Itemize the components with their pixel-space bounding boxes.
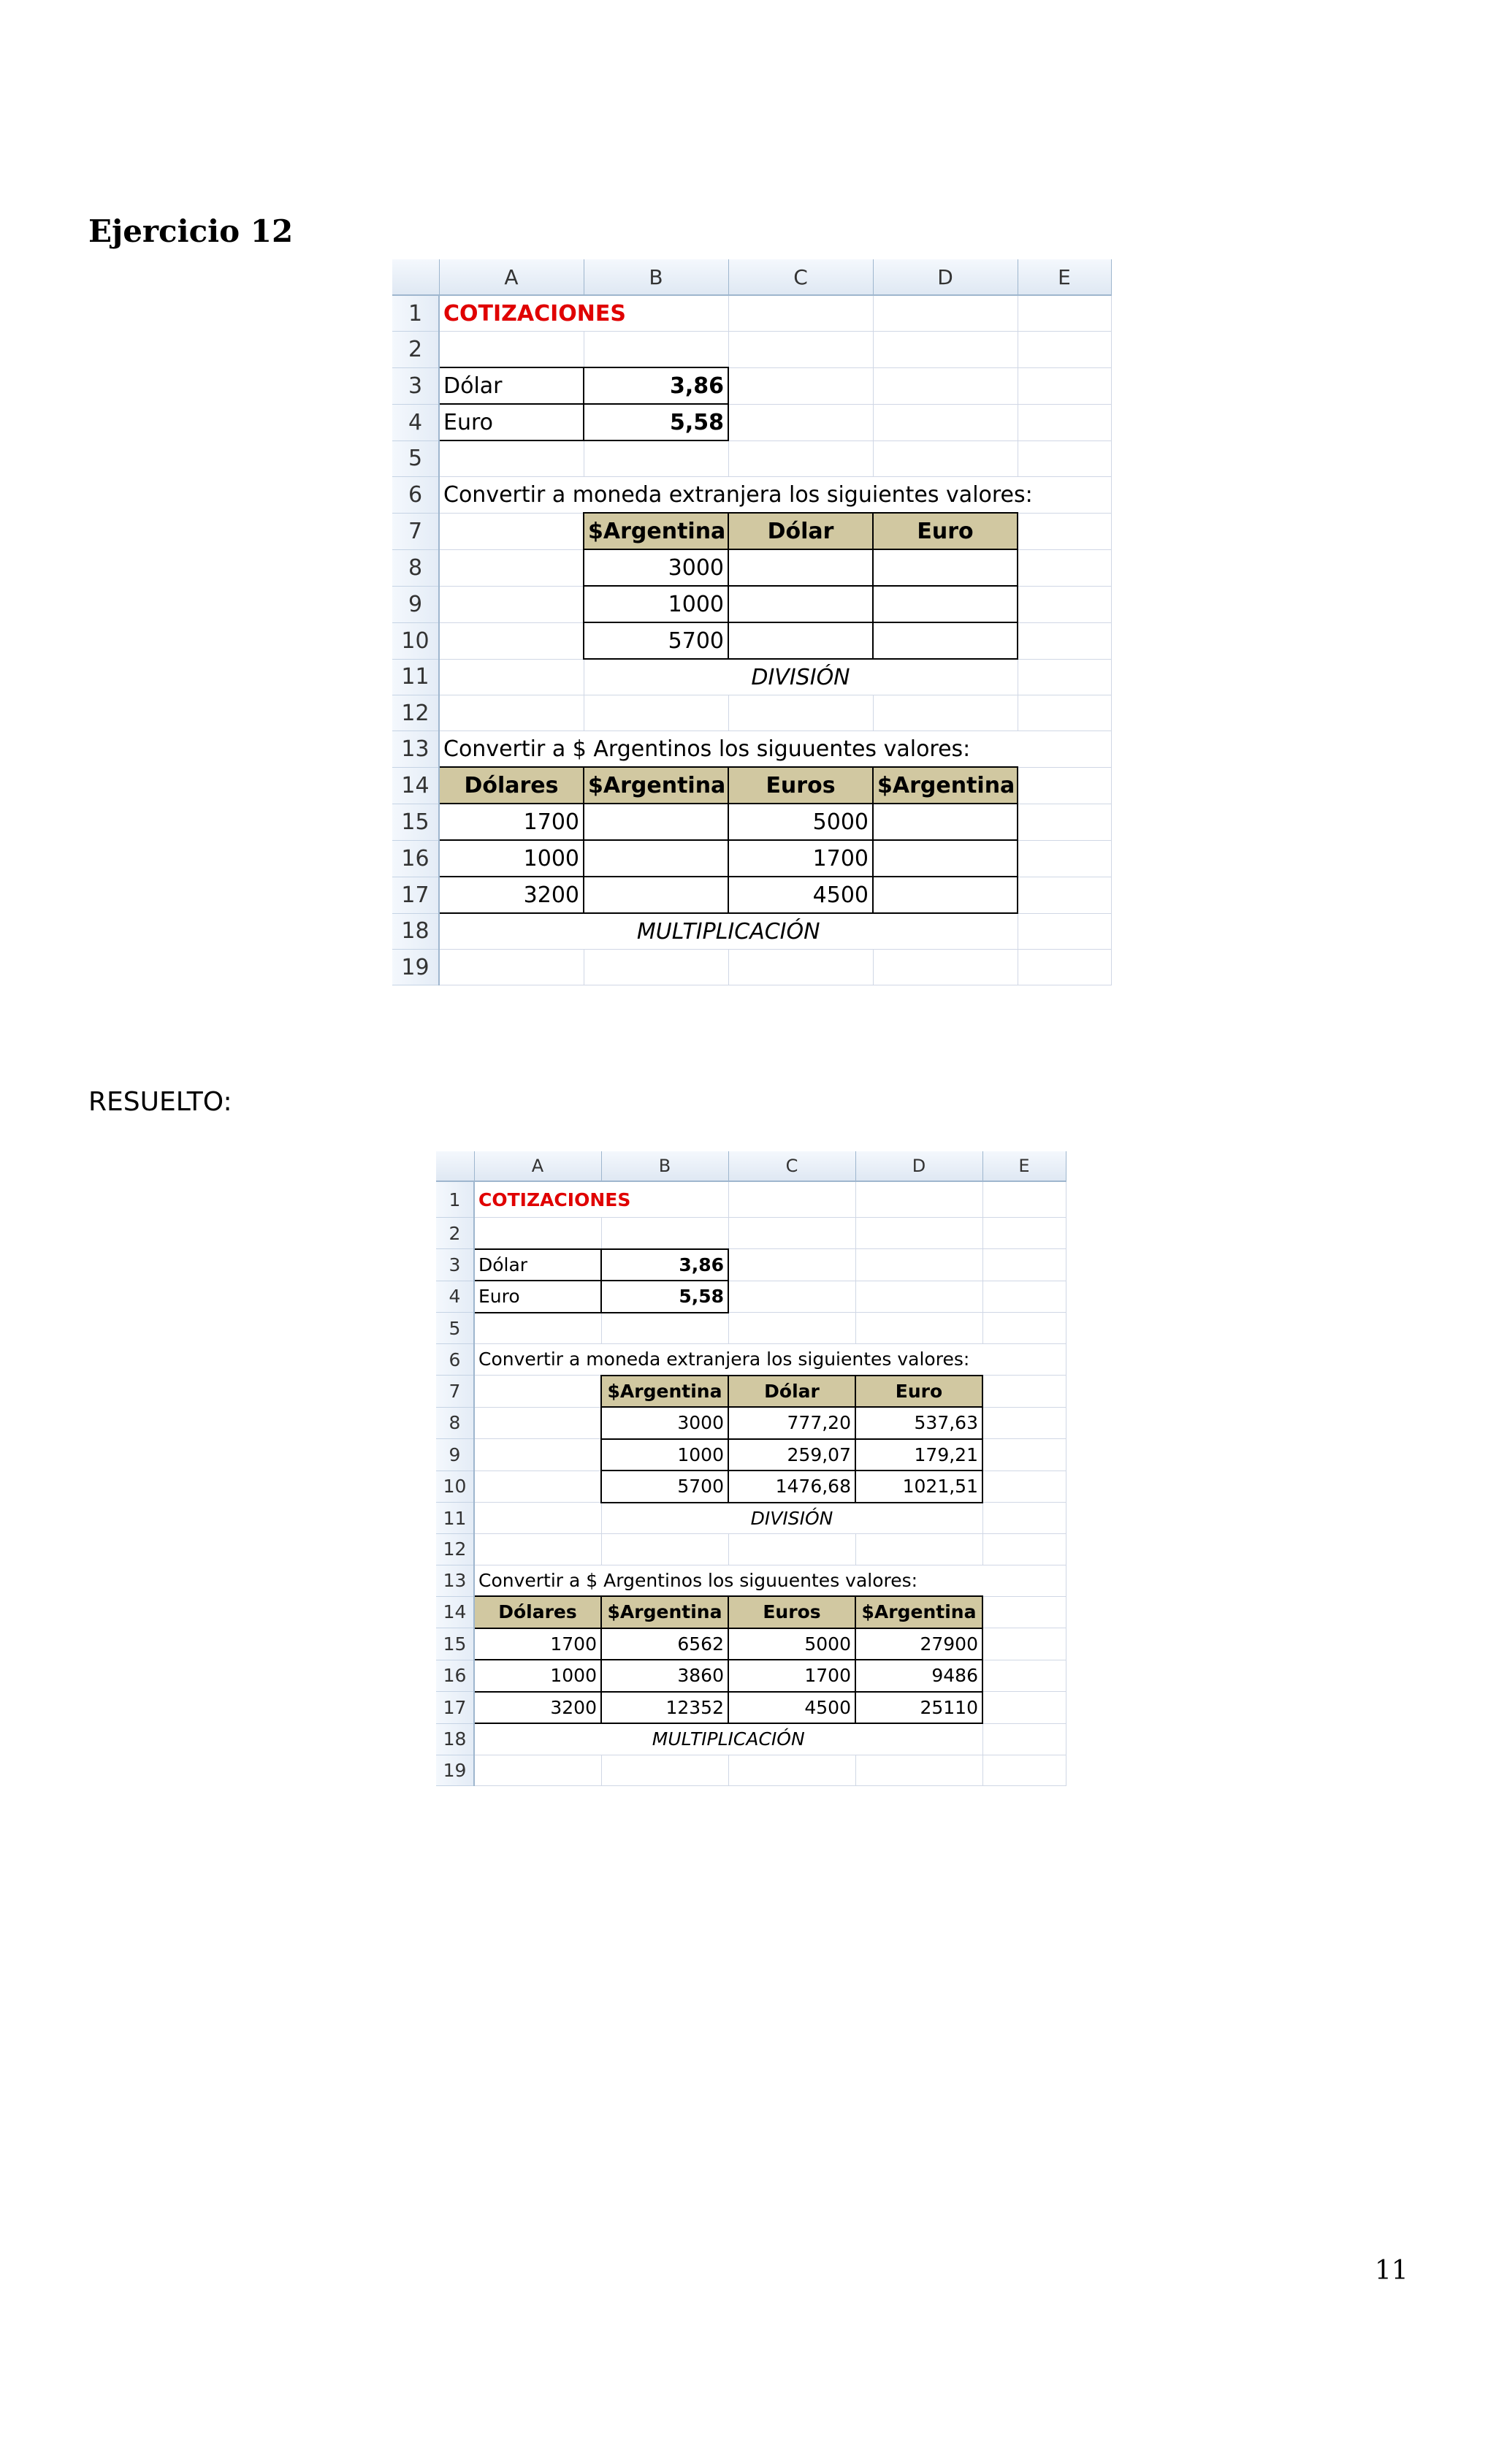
cell[interactable]	[1018, 367, 1111, 404]
section-instruction-2[interactable]: Convertir a $ Argentinos los siguuentes valores:	[474, 1565, 1066, 1596]
cell[interactable]	[982, 1692, 1066, 1724]
row-header[interactable]: 8	[392, 549, 439, 586]
cell[interactable]	[1018, 659, 1111, 695]
cell[interactable]	[728, 1249, 855, 1281]
cell[interactable]	[855, 1181, 982, 1218]
rate-value-dolar[interactable]: 3,86	[601, 1249, 728, 1281]
table2-pesos-cell[interactable]	[584, 840, 728, 877]
table1-pesos-cell[interactable]: 1000	[584, 586, 728, 622]
cell[interactable]	[982, 1471, 1066, 1503]
multiplicacion-label[interactable]: MULTIPLICACIÓN	[439, 913, 1018, 950]
cell[interactable]	[474, 1376, 601, 1408]
row-header[interactable]: 16	[436, 1660, 474, 1692]
row-header[interactable]: 13	[392, 731, 439, 768]
exercise-heading: Ejercicio 12	[88, 213, 294, 249]
row-header[interactable]: 6	[392, 477, 439, 514]
cell[interactable]	[728, 295, 873, 332]
row-header[interactable]: 6	[436, 1344, 474, 1376]
column-header-a[interactable]: A	[439, 259, 584, 295]
page-number: 11	[1375, 2256, 1408, 2286]
exercise-grid	[392, 259, 1112, 985]
row-header[interactable]: 5	[436, 1313, 474, 1344]
table1-header-euro[interactable]: Euro	[855, 1376, 982, 1408]
cell[interactable]	[1018, 549, 1111, 586]
row-header[interactable]: 5	[392, 440, 439, 477]
table2-header-euros[interactable]: Euros	[728, 1596, 855, 1628]
column-header-e[interactable]: E	[1018, 259, 1111, 295]
row-header[interactable]: 7	[436, 1376, 474, 1408]
cell[interactable]	[728, 1181, 855, 1218]
row-header[interactable]: 12	[392, 695, 439, 731]
cell[interactable]	[873, 367, 1018, 404]
rate-label-euro[interactable]: Euro	[439, 404, 584, 440]
column-header-e[interactable]: E	[982, 1151, 1066, 1181]
cell[interactable]	[855, 1249, 982, 1281]
cell[interactable]	[728, 695, 873, 731]
cell[interactable]	[873, 332, 1018, 368]
table2-euros-cell[interactable]: 5000	[728, 804, 873, 840]
row-header[interactable]: 12	[436, 1534, 474, 1565]
table1-header-dolar[interactable]: Dólar	[728, 1376, 855, 1408]
select-all-corner[interactable]	[392, 259, 439, 295]
row-header[interactable]: 16	[392, 840, 439, 877]
table2-euros-cell[interactable]: 4500	[728, 877, 873, 913]
resuelto-label: RESUELTO:	[88, 1087, 232, 1117]
row-header[interactable]: 8	[436, 1407, 474, 1439]
table2-pesos-cell[interactable]	[584, 804, 728, 840]
cell[interactable]	[474, 1471, 601, 1503]
table2-pesos-cell[interactable]: 9486	[855, 1660, 982, 1692]
column-header-a[interactable]: A	[474, 1151, 601, 1181]
cell[interactable]	[728, 950, 873, 985]
cell[interactable]	[982, 1376, 1066, 1408]
cell[interactable]	[982, 1181, 1066, 1218]
table2-euros-cell[interactable]: 1700	[728, 840, 873, 877]
cell[interactable]	[982, 1313, 1066, 1344]
cell[interactable]	[1018, 295, 1111, 332]
sheet-title[interactable]: COTIZACIONES	[439, 295, 584, 332]
table1-euro-cell[interactable]: 179,21	[855, 1439, 982, 1471]
table2-euros-cell[interactable]: 5000	[728, 1628, 855, 1660]
cell[interactable]	[1018, 513, 1111, 549]
cell[interactable]	[474, 1313, 601, 1344]
cell[interactable]	[728, 1755, 855, 1786]
cell[interactable]	[873, 295, 1018, 332]
cell[interactable]	[1018, 767, 1111, 804]
rate-label-dolar[interactable]: Dólar	[439, 367, 584, 404]
table2-pesos-cell[interactable]: 27900	[855, 1628, 982, 1660]
cell[interactable]	[439, 440, 584, 477]
table2-euros-cell[interactable]: 4500	[728, 1692, 855, 1724]
table1-dolar-cell[interactable]	[728, 622, 873, 659]
table2-header-dolares[interactable]: Dólares	[474, 1596, 601, 1628]
cell[interactable]	[855, 1281, 982, 1313]
cell[interactable]	[1018, 332, 1111, 368]
cell[interactable]	[584, 695, 728, 731]
cell[interactable]	[1018, 695, 1111, 731]
cell[interactable]	[1018, 804, 1111, 840]
row-header[interactable]: 13	[436, 1565, 474, 1596]
table1-euro-cell[interactable]: 1021,51	[855, 1471, 982, 1503]
table2-dolares-cell[interactable]: 1700	[474, 1628, 601, 1660]
cell[interactable]	[1018, 622, 1111, 659]
cell[interactable]	[474, 1534, 601, 1565]
cell[interactable]	[982, 1503, 1066, 1534]
rate-value-dolar[interactable]: 3,86	[584, 367, 728, 404]
table1-pesos-cell[interactable]: 3000	[601, 1407, 728, 1439]
cell[interactable]	[584, 332, 728, 368]
row-header[interactable]: 1	[392, 295, 439, 332]
cell[interactable]	[982, 1218, 1066, 1249]
cell[interactable]	[855, 1218, 982, 1249]
cell[interactable]	[474, 1407, 601, 1439]
row-header[interactable]: 14	[436, 1596, 474, 1628]
table2-pesos-cell[interactable]	[873, 840, 1018, 877]
cell[interactable]	[1018, 840, 1111, 877]
cell[interactable]	[873, 695, 1018, 731]
table1-dolar-cell[interactable]	[728, 549, 873, 586]
table2-dolares-cell[interactable]: 1000	[439, 840, 584, 877]
cell[interactable]	[728, 367, 873, 404]
row-header[interactable]: 4	[392, 404, 439, 440]
cell[interactable]	[728, 440, 873, 477]
section-instruction-1[interactable]: Convertir a moneda extranjera los siguientes valores:	[474, 1344, 1066, 1376]
column-header-b[interactable]: B	[584, 259, 728, 295]
cell[interactable]	[439, 513, 584, 549]
cell[interactable]	[439, 549, 584, 586]
cell[interactable]	[474, 1218, 601, 1249]
section-instruction-2[interactable]: Convertir a $ Argentinos los siguuentes valores:	[439, 731, 1111, 768]
cell[interactable]	[1018, 404, 1111, 440]
cell[interactable]	[439, 332, 584, 368]
table2-pesos-cell[interactable]	[584, 877, 728, 913]
cell[interactable]	[1018, 877, 1111, 913]
cell[interactable]	[982, 1281, 1066, 1313]
column-header-d[interactable]: D	[873, 259, 1018, 295]
cell[interactable]	[982, 1439, 1066, 1471]
cell[interactable]	[873, 950, 1018, 985]
row-header[interactable]: 11	[392, 659, 439, 695]
cell[interactable]	[474, 1439, 601, 1471]
column-header-c[interactable]: C	[728, 259, 873, 295]
row-header[interactable]: 11	[436, 1503, 474, 1534]
table2-pesos-cell[interactable]: 6562	[601, 1628, 728, 1660]
cell[interactable]	[439, 950, 584, 985]
table2-header-euros[interactable]: Euros	[728, 767, 873, 804]
cell[interactable]	[601, 1534, 728, 1565]
cell[interactable]	[982, 1628, 1066, 1660]
table1-euro-cell[interactable]	[873, 622, 1018, 659]
row-header[interactable]: 15	[436, 1628, 474, 1660]
table2-dolares-cell[interactable]: 3200	[474, 1692, 601, 1724]
table2-header-argentina[interactable]: $Argentina	[873, 767, 1018, 804]
cell[interactable]	[728, 1281, 855, 1313]
row-header[interactable]: 10	[392, 622, 439, 659]
cell[interactable]	[439, 659, 584, 695]
cell[interactable]	[873, 404, 1018, 440]
row-header[interactable]: 7	[392, 513, 439, 549]
table2-pesos-cell[interactable]	[873, 877, 1018, 913]
row-header[interactable]: 3	[392, 367, 439, 404]
rate-label-dolar[interactable]: Dólar	[474, 1249, 601, 1281]
table1-header-argentina[interactable]: $Argentina	[601, 1376, 728, 1408]
cell[interactable]	[601, 1218, 728, 1249]
row-header[interactable]: 15	[392, 804, 439, 840]
cell[interactable]	[982, 1407, 1066, 1439]
row-header[interactable]: 2	[436, 1218, 474, 1249]
cell[interactable]	[855, 1755, 982, 1786]
table1-header-dolar[interactable]: Dólar	[728, 513, 873, 549]
cell[interactable]	[439, 622, 584, 659]
table1-dolar-cell[interactable]: 1476,68	[728, 1471, 855, 1503]
rate-value-euro[interactable]: 5,58	[584, 404, 728, 440]
exercise-spreadsheet	[392, 259, 1112, 985]
table1-euro-cell[interactable]	[873, 549, 1018, 586]
cell[interactable]	[1018, 950, 1111, 985]
row-header[interactable]: 3	[436, 1249, 474, 1281]
table2-euros-cell[interactable]: 1700	[728, 1660, 855, 1692]
table2-header-dolares[interactable]: Dólares	[439, 767, 584, 804]
cell[interactable]	[1018, 586, 1111, 622]
table1-header-euro[interactable]: Euro	[873, 513, 1018, 549]
table2-dolares-cell[interactable]: 1700	[439, 804, 584, 840]
cell[interactable]	[474, 1503, 601, 1534]
row-header[interactable]: 17	[436, 1692, 474, 1724]
column-header-c[interactable]: C	[728, 1151, 855, 1181]
table1-pesos-cell[interactable]: 3000	[584, 549, 728, 586]
column-header-b[interactable]: B	[601, 1151, 728, 1181]
row-header[interactable]: 18	[436, 1723, 474, 1755]
table2-pesos-cell[interactable]: 12352	[601, 1692, 728, 1724]
cell[interactable]	[982, 1723, 1066, 1755]
cell[interactable]	[982, 1755, 1066, 1786]
cell[interactable]	[855, 1313, 982, 1344]
cell[interactable]	[728, 1313, 855, 1344]
cell[interactable]	[601, 1755, 728, 1786]
cell[interactable]	[728, 332, 873, 368]
table2-pesos-cell[interactable]: 25110	[855, 1692, 982, 1724]
cell[interactable]	[1018, 440, 1111, 477]
row-header[interactable]: 4	[436, 1281, 474, 1313]
division-label[interactable]: DIVISIÓN	[584, 659, 1018, 695]
table1-euro-cell[interactable]: 537,63	[855, 1407, 982, 1439]
table2-header-argentina[interactable]: $Argentina	[584, 767, 728, 804]
cell[interactable]	[439, 586, 584, 622]
division-label[interactable]: DIVISIÓN	[601, 1503, 982, 1534]
row-header[interactable]: 14	[392, 767, 439, 804]
table1-dolar-cell[interactable]: 259,07	[728, 1439, 855, 1471]
column-header-d[interactable]: D	[855, 1151, 982, 1181]
table2-dolares-cell[interactable]: 3200	[439, 877, 584, 913]
row-header[interactable]: 1	[436, 1181, 474, 1218]
row-header[interactable]: 19	[392, 950, 439, 985]
solved-grid	[436, 1151, 1066, 1786]
multiplicacion-label[interactable]: MULTIPLICACIÓN	[474, 1723, 982, 1755]
table1-dolar-cell[interactable]: 777,20	[728, 1407, 855, 1439]
row-header[interactable]: 17	[392, 877, 439, 913]
cell[interactable]	[584, 440, 728, 477]
cell[interactable]	[855, 1534, 982, 1565]
row-header[interactable]: 18	[392, 913, 439, 950]
select-all-corner[interactable]	[436, 1151, 474, 1181]
cell[interactable]	[873, 440, 1018, 477]
cell[interactable]	[601, 1313, 728, 1344]
cell[interactable]	[728, 1218, 855, 1249]
table2-header-argentina[interactable]: $Argentina	[855, 1596, 982, 1628]
table1-euro-cell[interactable]	[873, 586, 1018, 622]
cell[interactable]	[584, 950, 728, 985]
cell[interactable]	[982, 1596, 1066, 1628]
cell[interactable]	[439, 695, 584, 731]
cell[interactable]	[728, 404, 873, 440]
row-header[interactable]: 2	[392, 332, 439, 368]
cell[interactable]	[728, 1534, 855, 1565]
cell[interactable]	[1018, 913, 1111, 950]
table1-header-argentina[interactable]: $Argentina	[584, 513, 728, 549]
section-instruction-1[interactable]: Convertir a moneda extranjera los siguientes valores:	[439, 477, 1111, 514]
cell[interactable]	[982, 1249, 1066, 1281]
table2-header-argentina[interactable]: $Argentina	[601, 1596, 728, 1628]
table1-dolar-cell[interactable]	[728, 586, 873, 622]
cell[interactable]	[474, 1755, 601, 1786]
sheet-title[interactable]: COTIZACIONES	[474, 1181, 601, 1218]
row-header[interactable]: 19	[436, 1755, 474, 1786]
table1-pesos-cell[interactable]: 5700	[601, 1471, 728, 1503]
solved-spreadsheet	[436, 1151, 1066, 1786]
cell[interactable]	[982, 1660, 1066, 1692]
row-header[interactable]: 9	[436, 1439, 474, 1471]
table2-pesos-cell[interactable]	[873, 804, 1018, 840]
rate-label-euro[interactable]: Euro	[474, 1281, 601, 1313]
cell[interactable]	[982, 1534, 1066, 1565]
table1-pesos-cell[interactable]: 1000	[601, 1439, 728, 1471]
rate-value-euro[interactable]: 5,58	[601, 1281, 728, 1313]
table2-pesos-cell[interactable]: 3860	[601, 1660, 728, 1692]
table2-dolares-cell[interactable]: 1000	[474, 1660, 601, 1692]
table1-pesos-cell[interactable]: 5700	[584, 622, 728, 659]
row-header[interactable]: 9	[392, 586, 439, 622]
row-header[interactable]: 10	[436, 1471, 474, 1503]
